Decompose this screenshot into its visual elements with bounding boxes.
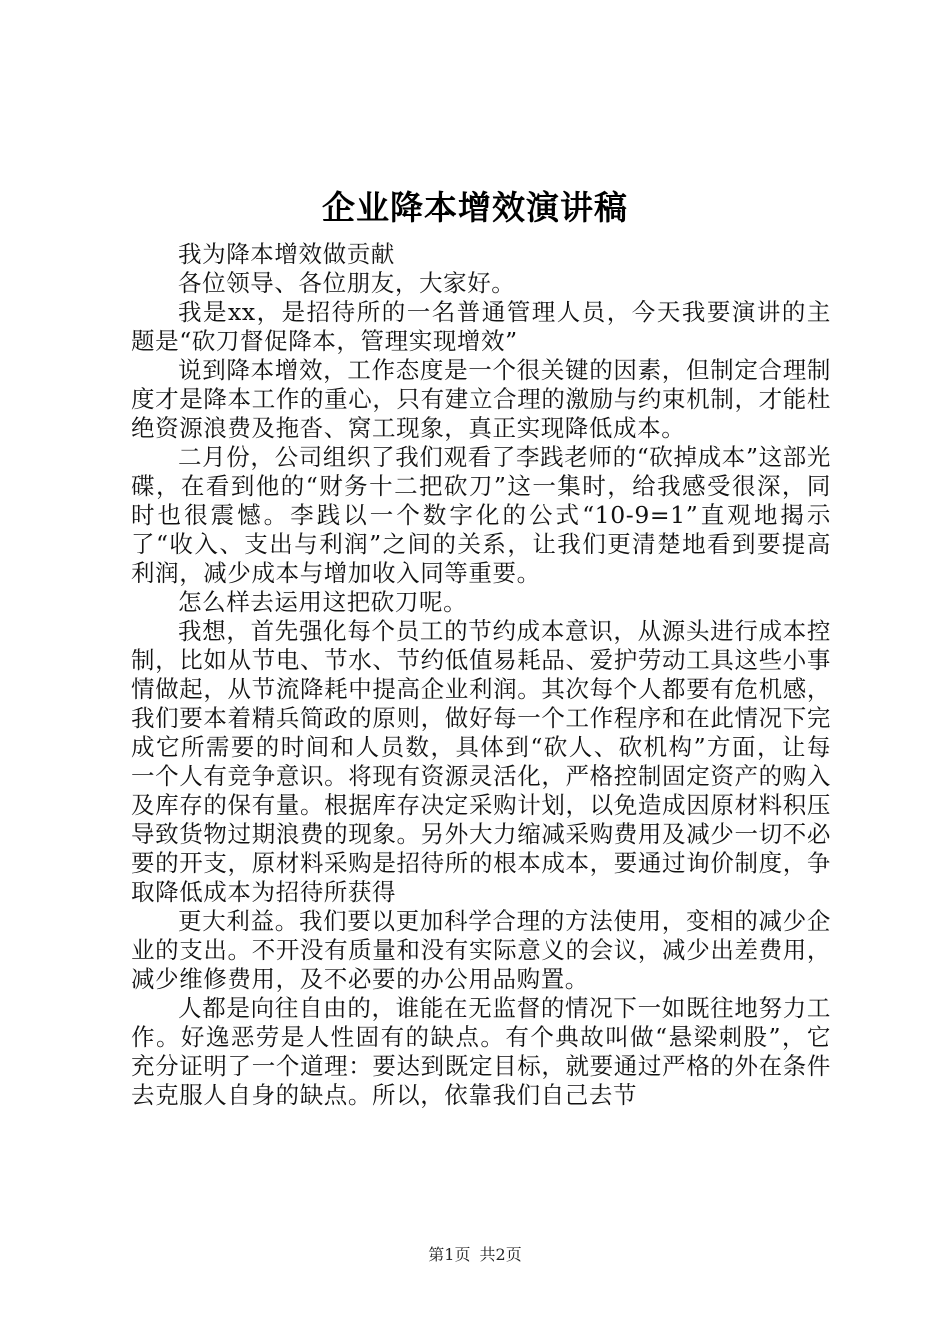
paragraph: 人都是向往自由的，谁能在无监督的情况下一如既往地努力工作。好逸恶劳是人性固有的缺点。有个典故叫做“悬梁刺股”，它充分证明了一个道理：要达到既定目标，就要通过严格的外在条件去克服人自身的缺点。所以，依靠我们自己去节 xyxy=(131,994,831,1109)
paragraph: 我是xx，是招待所的一名普通管理人员，今天我要演讲的主题是“砍刀督促降本，管理实现增效” xyxy=(131,298,831,355)
paragraph: 二月份，公司组织了我们观看了李践老师的“砍掉成本”这部光碟，在看到他的“财务十二把砍刀”这一集时，给我感受很深，同时也很震憾。李践以一个数字化的公式“10-9=1”直观地揭示了“收入、支出与利润”之间的关系，让我们更清楚地看到要提高利润，减少成本与增加收入同等重要。 xyxy=(131,443,831,587)
paragraph: 说到降本增效，工作态度是一个很关键的因素，但制定合理制度才是降本工作的重心，只有建立合理的激励与约束机制，才能杜绝资源浪费及拖沓、窝工现象，真正实现降低成本。 xyxy=(131,356,831,442)
paragraph: 各位领导、各位朋友，大家好。 xyxy=(178,269,516,297)
document-body xyxy=(131,240,831,1110)
paragraph: 更大利益。我们要以更加科学合理的方法使用，变相的减少企业的支出。不开没有质量和没有实际意义的会议，减少出差费用，减少维修费用，及不必要的办公用品购置。 xyxy=(131,907,831,993)
page-number: 第1页 xyxy=(428,1245,471,1264)
paragraph: 我为降本增效做贡献 xyxy=(178,240,395,268)
paragraph: 怎么样去运用这把砍刀呢。 xyxy=(178,588,468,616)
page-footer xyxy=(0,1244,950,1266)
document-title: 企业降本增效演讲稿 xyxy=(322,188,628,227)
paragraph: 我想，首先强化每个员工的节约成本意识，从源头进行成本控制，比如从节电、节水、节约低值易耗品、爱护劳动工具这些小事情做起，从节流降耗中提高企业利润。其次每个人都要有危机感，我们要本着精兵简政的原则，做好每一个工作程序和在此情况下完成它所需要的时间和人员数，具体到“砍人、砍机构”方面，让每一个人有竞争意识。将现有资源灵活化，严格控制固定资产的购入及库存的保有量。根据库存决定采购计划，以免造成因原材料积压导致货物过期浪费的现象。另外大力缩减采购费用及减少一切不必要的开支，原材料采购是招待所的根本成本，要通过询价制度，争取降低成本为招待所获得 xyxy=(131,617,831,906)
page-total: 共2页 xyxy=(479,1245,522,1264)
